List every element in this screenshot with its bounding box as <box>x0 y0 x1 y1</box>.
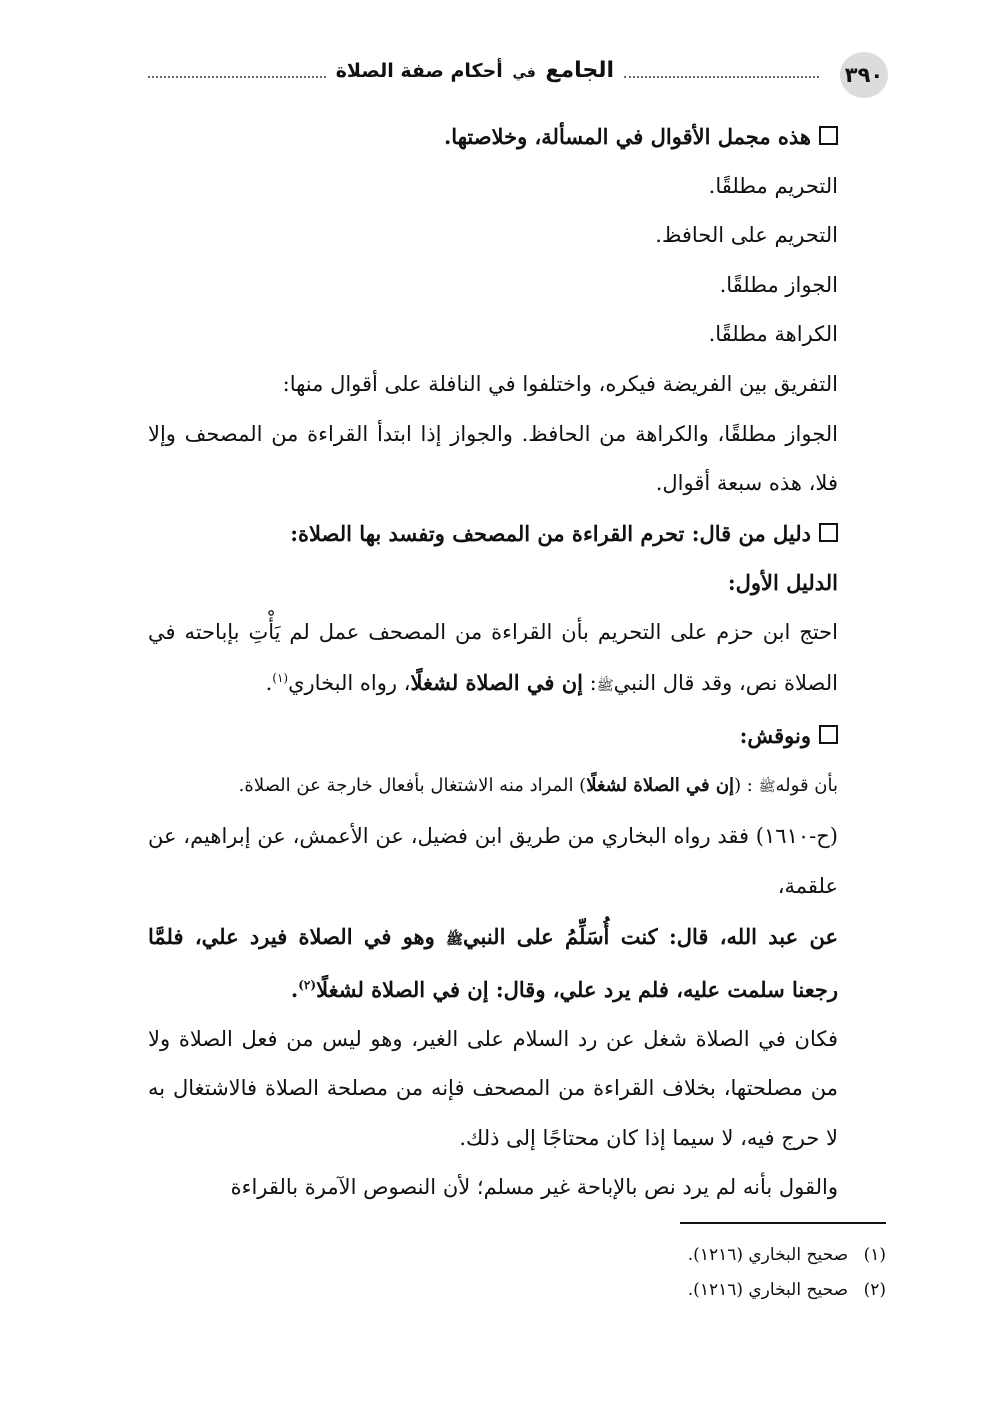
running-title-main: الجامع <box>545 58 614 83</box>
footnote-separator <box>680 1222 886 1224</box>
checkbox-square-icon <box>819 725 838 744</box>
paragraph-discussion-heading: ونوقش: <box>148 711 838 761</box>
footnote-text: صحيح البخاري (١٢١٦). <box>687 1245 848 1265</box>
footnote-number: (١) <box>863 1245 886 1265</box>
footnote-item <box>400 1273 886 1308</box>
paragraph-opinion-4: الكراهة مطلقًا. <box>708 322 838 347</box>
footnote-item <box>400 1238 886 1273</box>
salawat-glyph: ﷺ <box>446 931 463 948</box>
paragraph-explanation: فكان في الصلاة شغل عن رد السلام على الغير، وهو ليس من فعل الصلاة ولا من مصلحتها، بخلاف القراءة من المصحف فإنه من مصلحة الصلاة فالاشتغال به لا حرج فيه، لا سيما إذا كان محتاجًا إلى ذلك. <box>148 1026 838 1150</box>
footnote-ref-1[interactable]: (١) <box>272 670 289 685</box>
paragraph-ibn-hazm: احتج ابن حزم على التحريم بأن القراءة من المصحف عمل لم يَأْتِ بإباحته في الصلاة نص، وقد قال النبيﷺ: إن في الصلاة لشغلًا، رواه البخاري$^{(١)}$. <box>148 619 838 695</box>
footnote-number: (٢) <box>863 1280 886 1300</box>
paragraph-summary-heading: هذه مجمل الأقوال في المسألة، وخلاصتها. <box>148 112 838 162</box>
paragraph-hadith-chain: (ح-١٦١٠) فقد رواه البخاري من طريق ابن فضيل، عن الأعمش، عن إبراهيم، عن علقمة، <box>148 824 838 898</box>
header-dots-left <box>148 76 326 78</box>
footnote-ref-2[interactable]: (٢) <box>298 978 317 993</box>
header-dots-right <box>624 76 819 78</box>
running-title-fi: في <box>512 65 536 81</box>
checkbox-square-icon <box>819 126 838 145</box>
paragraph-hadith-text: عن عبد الله، قال: كنت أُسَلِّمُ على النبيﷺ وهو في الصلاة فيرد علي، فلمَّا رجعنا سلمت عليه، فلم يرد علي، وقال: إن في الصلاة لشغلًا$^{(٢)}$. <box>148 923 838 1003</box>
footnote-text: صحيح البخاري (١٢١٦). <box>687 1280 848 1300</box>
checkbox-square-icon <box>819 523 838 542</box>
running-title <box>335 58 614 83</box>
paragraph-discussion: بأن قولهﷺ : (إن في الصلاة لشغلًا) المراد منه الاشتغال بأفعال خارجة عن الصلاة. <box>238 774 838 796</box>
running-title-rest: أحكام صفة الصلاة <box>335 60 503 82</box>
paragraph-opinion-1: التحريم مطلقًا. <box>708 173 838 198</box>
body-text <box>148 112 838 1213</box>
paragraph-response: والقول بأنه لم يرد نص بالإباحة غير مسلم؛ لأن النصوص الآمرة بالقراءة <box>230 1175 838 1200</box>
paragraph-opinion-5: التفريق بين الفريضة فيكره، واختلفوا في النافلة على أقوال منها: <box>282 371 838 396</box>
paragraph-opinion-6: الجواز مطلقًا، والكراهة من الحافظ. والجواز إذا ابتدأ القراءة من المصحف وإلا فلا، هذه سبعة أقوال. <box>148 421 838 496</box>
salawat-glyph: ﷺ <box>596 677 614 694</box>
page-header <box>148 52 888 98</box>
page-number-badge: ٣٩٠ <box>840 52 888 98</box>
paragraph-first-evidence-heading: الدليل الأول: <box>727 570 838 596</box>
paragraph-opinion-3: الجواز مطلقًا. <box>719 272 838 297</box>
paragraph-opinion-2: التحريم على الحافظ. <box>655 223 838 248</box>
footnotes <box>400 1238 886 1308</box>
paragraph-evidence-heading: دليل من قال: تحرم القراءة من المصحف وتفسد بها الصلاة: <box>148 509 838 559</box>
salawat-glyph: ﷺ <box>758 778 776 795</box>
